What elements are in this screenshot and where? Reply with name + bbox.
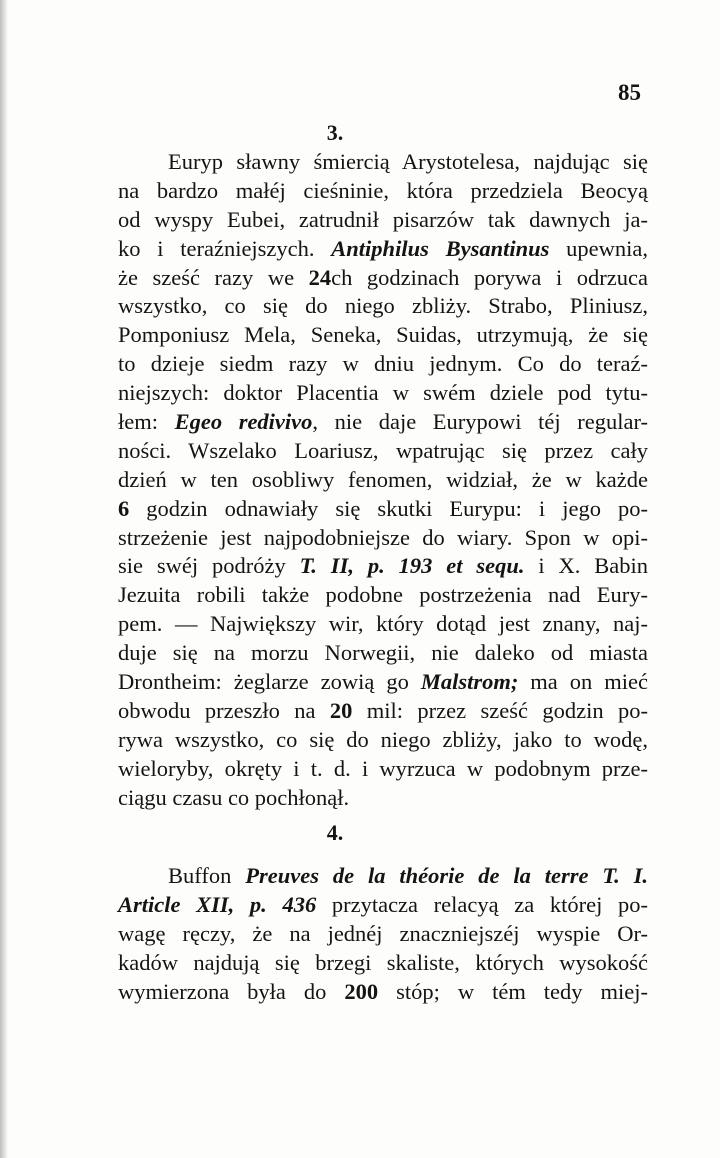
text-run: łem:	[118, 409, 175, 435]
text-run: duje się na morzu Norwegii, nie daleko od miasta	[118, 640, 648, 666]
text-line	[118, 891, 648, 920]
italic-term: Preuves de la théorie de la terre T. I.	[245, 863, 648, 888]
text-run: na bardzo małéj cieśninie, która przedziela Beocyą	[118, 177, 648, 203]
text-run: i X. Babin	[524, 553, 649, 579]
text-run: to dzieje siedm razy w dniu jednym. Co do teraź-	[118, 351, 648, 377]
text-line	[118, 639, 648, 668]
bold-number: 200	[344, 978, 379, 1004]
text-line	[118, 920, 648, 949]
section-3-text	[118, 148, 648, 812]
text-run: ko i teraźniejszych.	[118, 235, 332, 261]
text-run: kadów najdują się brzegi skaliste, których wysokość	[118, 949, 648, 975]
text-run: ciągu czasu co pochłonął.	[118, 784, 350, 810]
bold-number: 20	[329, 697, 353, 723]
scan-edge-shadow	[0, 0, 8, 1158]
text-run: ch godzinach porywa i odrzuca	[331, 264, 648, 290]
text-line	[118, 610, 648, 639]
text-run: ma on mieć	[518, 669, 648, 695]
text-line	[118, 235, 648, 264]
text-run: Euryp sławny śmiercią Arystotelesa, najdując się	[168, 149, 648, 174]
text-run: ności. Wszelako Loariusz, wpatrując się przez cały	[118, 437, 648, 463]
text-run: mil: przez sześć godzin po-	[352, 697, 648, 723]
text-run: sie swéj podróży	[118, 553, 300, 579]
text-run: przytacza relacyą za której po-	[316, 891, 648, 917]
section-number-3: 3.	[326, 120, 344, 145]
text-line	[118, 466, 648, 495]
text-run: pem. — Największy wir, który dotąd jest znany, naj-	[118, 611, 648, 637]
italic-term: Egeo redivivo	[174, 409, 313, 435]
text-run: godzin odnawiały się skutki Eurypu: i jego po-	[129, 495, 648, 521]
text-run: obwodu przeszło na	[118, 697, 330, 723]
italic-term: Malstrom;	[420, 669, 519, 695]
text-run: od wyspy Eubei, zatrudnił pisarzów tak dawnych ja-	[118, 206, 648, 232]
text-line	[118, 755, 648, 784]
section-4-text	[118, 862, 648, 1006]
text-line	[118, 350, 648, 379]
text-line	[118, 552, 648, 581]
text-run: stóp; w tém tedy miej-	[378, 978, 649, 1004]
text-run: Pomponiusz Mela, Seneka, Suidas, utrzymują, że się	[118, 322, 648, 348]
text-run: niejszych: doktor Placentia w swém dziele pod tytu-	[118, 380, 648, 406]
text-run: rywa wszystko, co się do niego zbliży, jako to wodę,	[118, 726, 648, 752]
text-run: Jezuita robili także podobne postrzeżenia nad Eury-	[118, 582, 648, 608]
text-run: wagę ręczy, że na jednéj znaczniejszéj wyspie Or-	[118, 920, 648, 946]
italic-term: Article XII, p. 436	[118, 891, 317, 917]
text-run: wymierzona była do	[118, 978, 345, 1004]
text-line	[118, 148, 648, 177]
text-line	[118, 495, 648, 524]
page-number: 85	[618, 80, 641, 105]
text-line	[118, 784, 648, 813]
text-line	[118, 379, 648, 408]
text-run: wieloryby, okręty i t. d. i wyrzuca w podobnym prze-	[118, 755, 648, 781]
text-line	[118, 321, 648, 350]
text-line	[118, 697, 648, 726]
text-run: że sześć razy we	[118, 264, 309, 290]
text-line	[118, 581, 648, 610]
text-line	[118, 524, 648, 553]
italic-term: T. II, p. 193 et sequ.	[299, 553, 525, 579]
section-number-4: 4.	[326, 820, 344, 845]
text-line	[118, 264, 648, 293]
text-line	[118, 668, 648, 697]
text-line	[118, 408, 648, 437]
text-run: strzeżenie jest najpodobniejsze do wiary. Spon w opi-	[118, 524, 648, 550]
text-run: Drontheim: żeglarze zowią go	[118, 669, 421, 695]
text-line	[118, 862, 648, 891]
bold-number: 24	[308, 264, 332, 290]
italic-term: Antiphilus Bysantinus	[331, 235, 550, 261]
text-line	[118, 726, 648, 755]
bold-number: 6	[118, 495, 130, 521]
text-line	[118, 437, 648, 466]
text-line	[118, 206, 648, 235]
text-run: , nie daje Eurypowi téj regular-	[312, 409, 648, 435]
text-run: dzień w ten osobliwy fenomen, widział, że w każde	[118, 466, 648, 492]
text-run: Buffon	[168, 863, 246, 888]
text-line	[118, 292, 648, 321]
text-line	[118, 949, 648, 978]
text-line	[118, 177, 648, 206]
text-run: wszystko, co się do niego zbliży. Strabo, Pliniusz,	[118, 293, 648, 319]
text-line	[118, 978, 648, 1007]
text-run: upewnia,	[549, 235, 648, 261]
